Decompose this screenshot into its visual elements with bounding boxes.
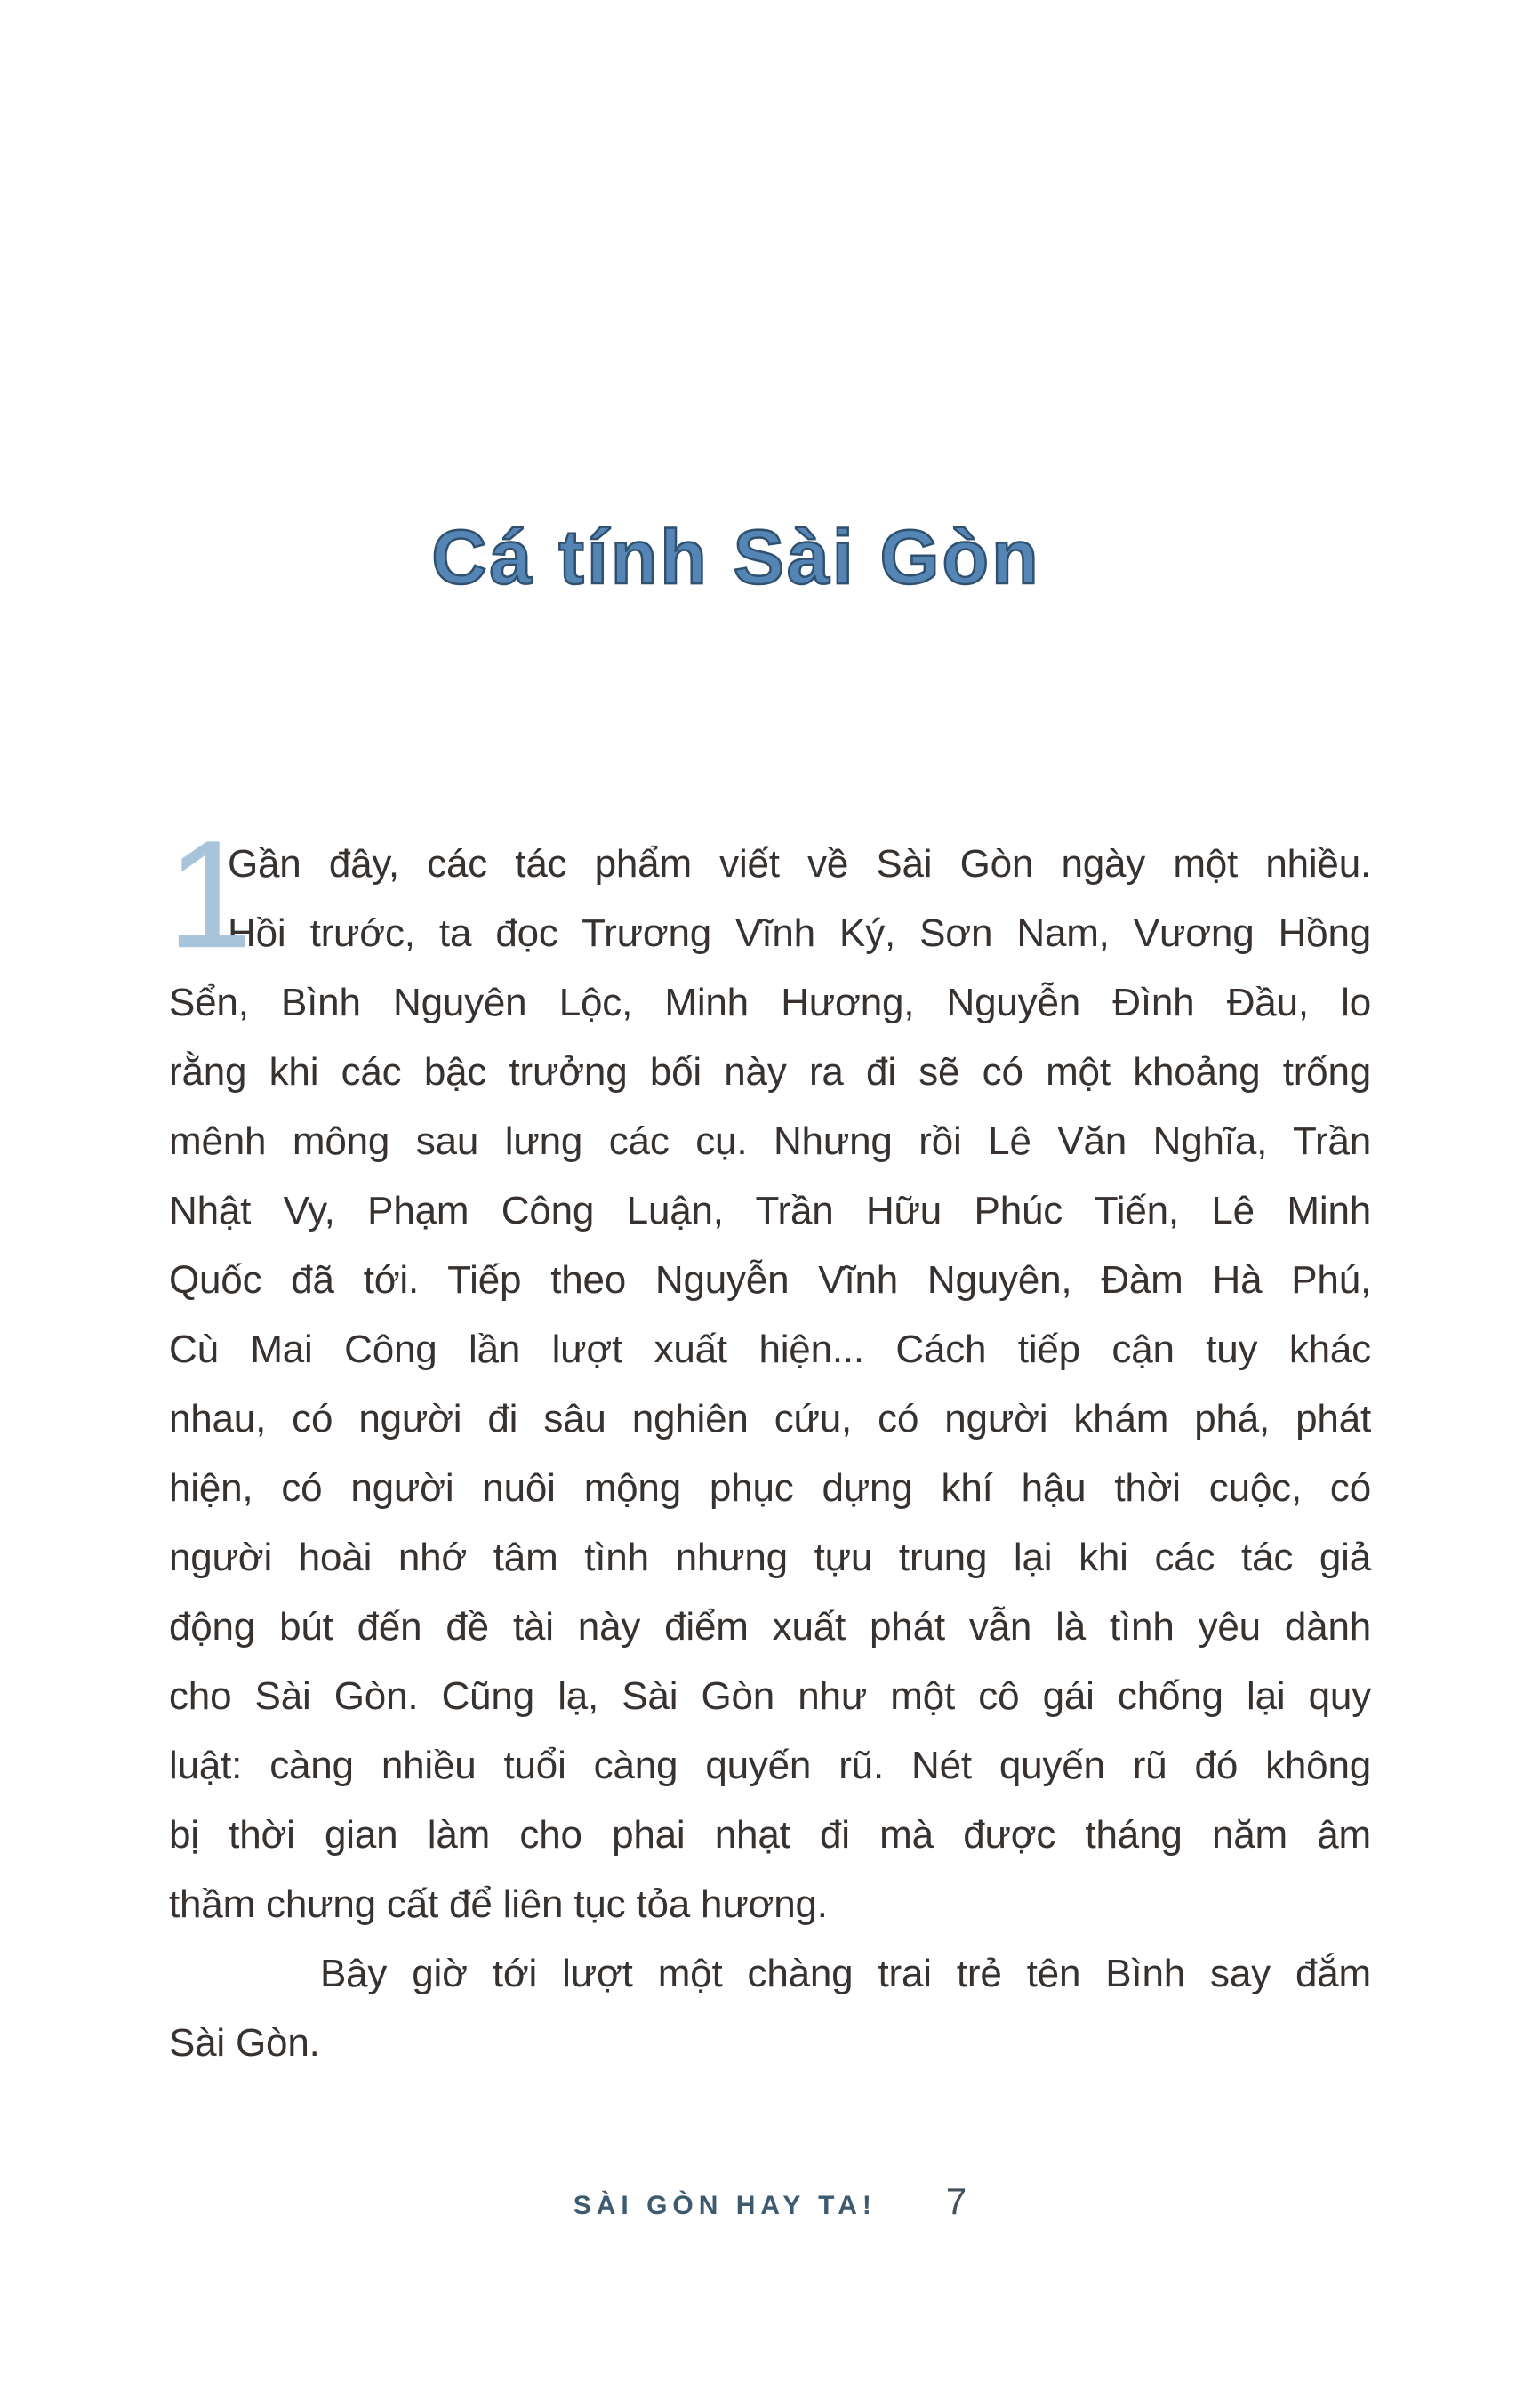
body-line: Gần đây, các tác phẩm viết về Sài Gòn ngày một nhiều. [228,842,1371,886]
body-line: Bây giờ tới lượt một chàng trai trẻ tên Bình say đắm [320,1952,1371,1995]
body-line: Cù Mai Công lần lượt xuất hiện... Cách tiếp cận tuy khác [169,1328,1371,1371]
body-line: Sển, Bình Nguyên Lộc, Minh Hương, Nguyễn Đình Đầu, lo [169,981,1371,1024]
body-line: rằng khi các bậc trưởng bối này ra đi sẽ có một khoảng trống [169,1050,1371,1094]
page-footer [0,2180,1540,2223]
body-line: động bút đến đề tài này điểm xuất phát vẫn là tình yêu dành [169,1605,1371,1649]
body-line: Sài Gòn. [169,2021,320,2065]
body-line: hiện, có người nuôi mộng phục dựng khí hậu thời cuộc, có [169,1466,1371,1510]
chapter-title: Cá tính Sài Gòn [431,515,1041,600]
body-line: nhau, có người đi sâu nghiên cứu, có người khám phá, phát [169,1397,1371,1440]
body-line: Nhật Vy, Phạm Công Luận, Trần Hữu Phúc Tiến, Lê Minh [169,1189,1371,1232]
drop-cap: 1 [167,809,253,980]
footer-page-number: 7 [945,2180,967,2222]
footer-book-title: SÀI GÒN HAY TA! [573,2191,877,2220]
body-line: thầm chưng cất để liên tục tỏa hương. [169,1882,828,1926]
body-line: người hoài nhớ tâm tình nhưng tựu trung lại khi các tác giả [169,1536,1371,1579]
body-line: Quốc đã tới. Tiếp theo Nguyễn Vĩnh Nguyên, Đàm Hà Phú, [169,1258,1371,1302]
body-line: cho Sài Gòn. Cũng lạ, Sài Gòn như một cô gái chống lại quy [169,1674,1371,1718]
body-text [167,809,1371,2078]
body-line: luật: càng nhiều tuổi càng quyến rũ. Nét quyến rũ đó không [169,1744,1371,1787]
body-line: bị thời gian làm cho phai nhạt đi mà được tháng năm âm [169,1813,1371,1857]
body-line: mênh mông sau lưng các cụ. Nhưng rồi Lê Văn Nghĩa, Trần [169,1119,1371,1163]
body-line: Hồi trước, ta đọc Trương Vĩnh Ký, Sơn Nam, Vương Hồng [228,911,1371,955]
